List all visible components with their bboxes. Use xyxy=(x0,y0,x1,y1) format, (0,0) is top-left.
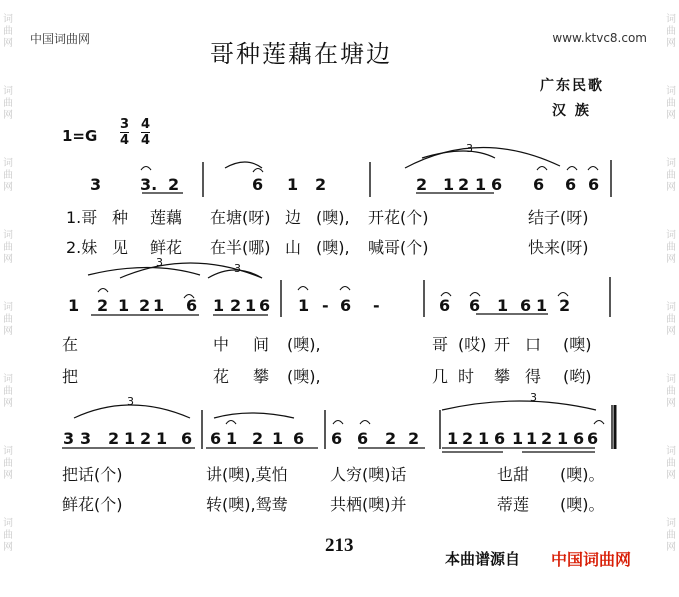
note: 6 xyxy=(494,429,506,448)
edge-watermark-glyph: 网 xyxy=(3,254,13,265)
note: 2 xyxy=(230,296,242,315)
lyric-word: (噢)。 xyxy=(560,465,605,484)
lyric-word: 莲藕 xyxy=(150,208,183,227)
note: 2 xyxy=(252,429,264,448)
lyric-word: 把 xyxy=(62,367,79,386)
note: 2 xyxy=(462,429,474,448)
edge-watermark-glyph: 曲 xyxy=(3,458,13,469)
svg-text:3: 3 xyxy=(530,391,537,404)
note: 2 xyxy=(559,296,571,315)
lyric-word: (哎) xyxy=(458,335,487,354)
lyric-word: 在半(哪) xyxy=(210,238,271,257)
svg-text:3: 3 xyxy=(127,395,134,408)
edge-watermark-glyph: 网 xyxy=(3,326,13,337)
edge-watermark-glyph: 曲 xyxy=(666,242,676,253)
edge-watermark-glyph: 词 xyxy=(3,446,13,457)
note: 6 xyxy=(469,296,481,315)
lyric-word: 中 xyxy=(213,335,230,354)
edge-watermark-glyph: 网 xyxy=(666,470,676,481)
note: 2 xyxy=(97,296,109,315)
edge-watermark-glyph: 词 xyxy=(666,86,676,97)
lyric-word: 种 xyxy=(112,208,129,227)
edge-watermark-glyph: 网 xyxy=(3,110,13,121)
edge-watermark-glyph: 网 xyxy=(3,182,13,193)
note: 2 xyxy=(385,429,397,448)
lyric-word: 攀 xyxy=(253,367,270,386)
svg-text:3: 3 xyxy=(466,142,473,155)
note: 1 xyxy=(512,429,524,448)
lyric-word: 也甜 xyxy=(497,465,530,484)
edge-watermark-glyph: 词 xyxy=(3,158,13,169)
note: 1 xyxy=(526,429,538,448)
edge-watermark-glyph: 词 xyxy=(666,158,676,169)
note: 3 xyxy=(80,429,92,448)
edge-watermark-glyph: 曲 xyxy=(666,458,676,469)
edge-watermark-glyph: 词 xyxy=(3,518,13,529)
origin-genre: 广东民歌 xyxy=(540,78,604,94)
lyric-word: 花 xyxy=(213,367,230,386)
note: 3. xyxy=(140,175,158,194)
note: 1 xyxy=(156,429,168,448)
lyric-word: 间 xyxy=(253,335,270,354)
edge-watermark-glyph: 词 xyxy=(3,302,13,313)
note: 6 xyxy=(357,429,369,448)
origin-ethnicity: 汉 族 xyxy=(552,103,591,119)
svg-text:3: 3 xyxy=(234,262,241,275)
song-title: 哥种莲藕在塘边 xyxy=(210,40,392,68)
lyric-word: 蒂莲 xyxy=(497,495,530,514)
lyric-word: 共栖(噢)并 xyxy=(330,495,407,514)
note: 6 xyxy=(252,175,264,194)
note: - xyxy=(322,296,329,315)
edge-watermark-glyph: 曲 xyxy=(3,98,13,109)
lyric-word: 得 xyxy=(525,367,542,386)
lyric-word: 边 xyxy=(285,208,302,227)
note: 6 xyxy=(533,175,545,194)
edge-watermark-glyph: 曲 xyxy=(666,530,676,541)
edge-watermark-glyph: 网 xyxy=(666,398,676,409)
edge-watermark-glyph: 网 xyxy=(666,38,676,49)
note: 3 xyxy=(90,175,102,194)
lyric-word: 讲(噢),莫怕 xyxy=(206,465,288,484)
note: 3 xyxy=(63,429,75,448)
lyric-word: 鲜花(个) xyxy=(62,495,123,514)
lyric-word: 哥 xyxy=(432,335,449,354)
edge-watermark-glyph: 曲 xyxy=(3,242,13,253)
lyric-word: (噢), xyxy=(316,208,350,227)
note: 6 xyxy=(331,429,343,448)
lyric-word: 在塘(呀) xyxy=(210,208,271,227)
edge-watermark-glyph: 网 xyxy=(666,254,676,265)
lyric-word: 山 xyxy=(285,238,302,257)
note: 6 xyxy=(186,296,198,315)
lyric-word: (噢), xyxy=(287,367,321,386)
note: 1 xyxy=(287,175,299,194)
edge-watermark-glyph: 词 xyxy=(666,14,676,25)
edge-watermark-glyph: 曲 xyxy=(3,26,13,37)
note: 2 xyxy=(108,429,120,448)
note: 6 xyxy=(293,429,305,448)
note: 6 xyxy=(565,175,577,194)
note: 2 xyxy=(139,296,151,315)
lyric-word: 转(噢),鸳鸯 xyxy=(206,495,288,514)
lyric-word: (噢)。 xyxy=(560,495,605,514)
note: 2 xyxy=(315,175,327,194)
note: 2 xyxy=(416,175,428,194)
time-sig-numerator: 4 xyxy=(141,117,151,132)
lyric-word: 鲜花 xyxy=(150,238,183,257)
note: 1 xyxy=(68,296,80,315)
note: 2 xyxy=(168,175,180,194)
edge-watermark-glyph: 曲 xyxy=(3,314,13,325)
edge-watermark-glyph: 曲 xyxy=(666,314,676,325)
edge-watermark-glyph: 网 xyxy=(3,38,13,49)
lyric-word: 快来(呀) xyxy=(528,238,589,257)
note: 1 xyxy=(124,429,136,448)
edge-watermark-glyph: 词 xyxy=(666,374,676,385)
edge-watermark-glyph: 曲 xyxy=(3,386,13,397)
lyric-word: 人穷(噢)话 xyxy=(330,465,407,484)
key-signature: 1=G xyxy=(62,127,98,145)
note: 2 xyxy=(408,429,420,448)
note: 1 xyxy=(298,296,310,315)
lyric-word: 见 xyxy=(112,238,129,257)
edge-watermark-glyph: 网 xyxy=(3,470,13,481)
edge-watermark-glyph: 词 xyxy=(3,230,13,241)
site-watermark-right: www.ktvc8.com xyxy=(552,31,647,45)
lyric-word: (噢), xyxy=(287,335,321,354)
note: 1 xyxy=(118,296,130,315)
lyric-word: 1.哥 xyxy=(66,208,98,227)
lyric-word: 时 xyxy=(458,367,475,386)
note: 1 xyxy=(272,429,284,448)
note: 1 xyxy=(213,296,225,315)
edge-watermark-glyph: 网 xyxy=(3,398,13,409)
note: 2 xyxy=(458,175,470,194)
edge-watermark-glyph: 词 xyxy=(3,14,13,25)
note: 6 xyxy=(520,296,532,315)
lyric-word: (噢), xyxy=(316,238,350,257)
note: 1 xyxy=(536,296,548,315)
edge-watermark-glyph: 词 xyxy=(666,518,676,529)
edge-watermark-glyph: 曲 xyxy=(666,98,676,109)
edge-watermark-glyph: 词 xyxy=(666,302,676,313)
edge-watermark-glyph: 曲 xyxy=(3,530,13,541)
note: - xyxy=(373,296,380,315)
page-number: 213 xyxy=(325,535,354,556)
lyric-word: (噢) xyxy=(563,335,592,354)
edge-watermark-glyph: 词 xyxy=(666,230,676,241)
note: 6 xyxy=(587,429,599,448)
time-sig-denominator: 4 xyxy=(141,133,151,148)
edge-watermark-glyph: 网 xyxy=(3,542,13,553)
lyric-word: 结子(呀) xyxy=(528,208,589,227)
lyric-word: 把话(个) xyxy=(62,465,123,484)
edge-watermark-glyph: 曲 xyxy=(666,386,676,397)
note: 1 xyxy=(497,296,509,315)
note: 1 xyxy=(226,429,238,448)
note: 2 xyxy=(140,429,152,448)
time-sig-numerator: 3 xyxy=(120,117,130,132)
edge-watermark-glyph: 词 xyxy=(3,86,13,97)
site-watermark-left: 中国词曲网 xyxy=(30,32,91,46)
note: 6 xyxy=(181,429,193,448)
edge-watermark-glyph: 网 xyxy=(666,110,676,121)
edge-watermark-glyph: 曲 xyxy=(666,26,676,37)
source-label: 本曲谱源自 xyxy=(445,550,521,568)
note: 1 xyxy=(478,429,490,448)
note: 1 xyxy=(447,429,459,448)
note: 6 xyxy=(588,175,600,194)
edge-watermark-glyph: 曲 xyxy=(3,170,13,181)
note: 1 xyxy=(475,175,487,194)
time-sig-denominator: 4 xyxy=(120,133,130,148)
note: 6 xyxy=(259,296,271,315)
note: 6 xyxy=(340,296,352,315)
edge-watermark-glyph: 词 xyxy=(666,446,676,457)
beam-lines xyxy=(62,193,595,452)
note: 1 xyxy=(245,296,257,315)
lyric-word: 2.妹 xyxy=(66,238,98,257)
note: 1 xyxy=(443,175,455,194)
svg-text:3: 3 xyxy=(156,256,163,269)
note: 2 xyxy=(541,429,553,448)
lyric-word: 在 xyxy=(62,335,79,354)
edge-watermark-glyph: 网 xyxy=(666,326,676,337)
lyric-word: 攀 xyxy=(494,367,511,386)
lyric-word: 开花(个) xyxy=(368,208,429,227)
lyric-word: 喊哥(个) xyxy=(368,238,429,257)
note: 6 xyxy=(491,175,503,194)
edge-watermark-glyph: 曲 xyxy=(666,170,676,181)
note: 1 xyxy=(557,429,569,448)
lyric-word: 开 xyxy=(494,335,511,354)
note: 6 xyxy=(439,296,451,315)
lyric-word: 口 xyxy=(525,335,542,354)
lyric-word: (哟) xyxy=(563,367,592,386)
note: 6 xyxy=(573,429,585,448)
edge-watermark-glyph: 网 xyxy=(666,542,676,553)
note: 6 xyxy=(210,429,222,448)
note: 1 xyxy=(153,296,165,315)
edge-watermark-glyph: 网 xyxy=(666,182,676,193)
edge-watermark-glyph: 词 xyxy=(3,374,13,385)
source-site-link[interactable]: 中国词曲网 xyxy=(551,550,632,569)
lyric-word: 几 xyxy=(432,367,449,386)
